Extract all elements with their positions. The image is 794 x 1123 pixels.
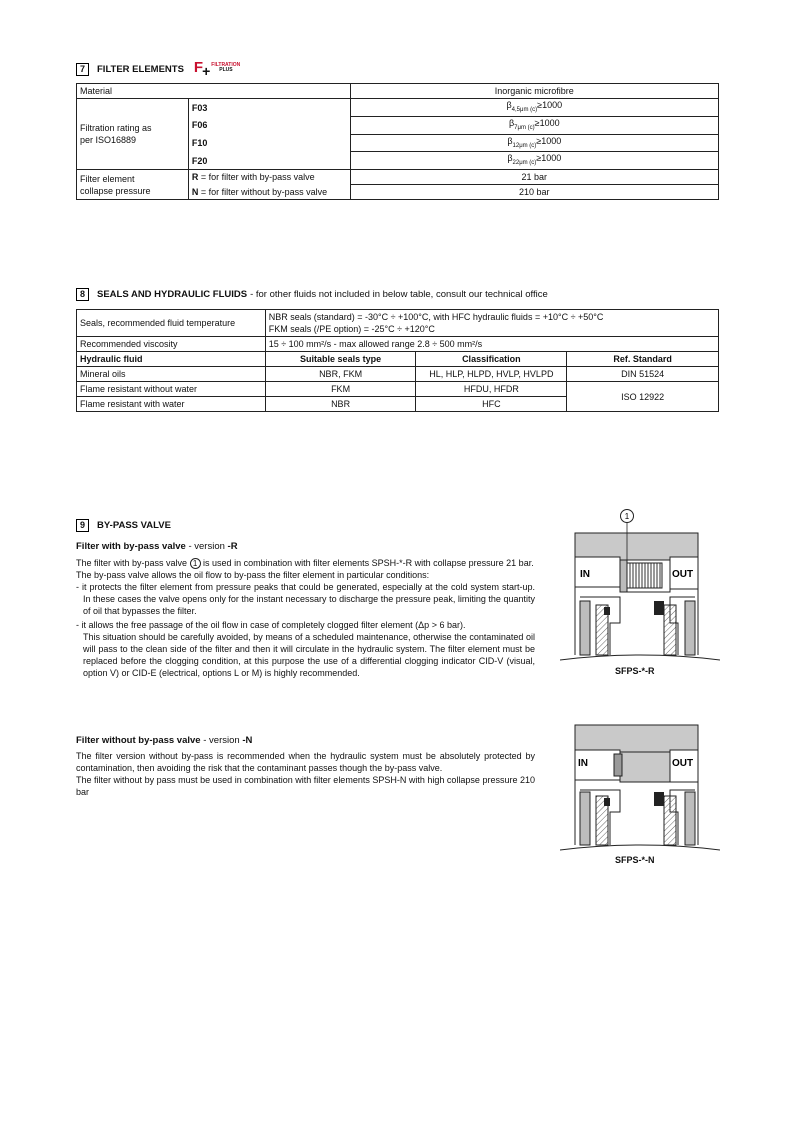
bypass-valve-diagram-r xyxy=(560,505,720,680)
section-number: 8 xyxy=(76,288,89,301)
header-classification: Classification xyxy=(416,352,567,367)
seals-fluids-table xyxy=(76,309,719,412)
classification-cell: HFC xyxy=(416,397,567,412)
section-number: 9 xyxy=(76,519,89,532)
rating-value: $\beta_{7\mu m (c)}\ge 1000$ xyxy=(350,116,718,134)
outlet-label: OUT xyxy=(672,758,694,769)
r-paragraph-2: The by-pass valve allows the oil flow to by-pass the filter element in particular conditions: xyxy=(76,570,430,581)
header-seals: Suitable seals type xyxy=(265,352,416,367)
rating-value: $\beta_{12\mu m (c)}\ge 1000$ xyxy=(350,134,718,152)
filtration-plus-logo: F + FILTRATION PLUS xyxy=(193,58,241,79)
standard-cell: ISO 12922 xyxy=(567,382,719,412)
section-note: - for other fluids not included in below table, consult our technical office xyxy=(250,288,548,300)
r-bullet-1: - it protects the filter element from pressure peaks that could be generated, especially at the cold system start-up. In these cases the valve opens only for the instant necessary to discharge the pressure peak, limiting the quantity of oil that bypasses the filter. xyxy=(76,582,535,617)
r-bullet-2-continued: This situation should be carefully avoided, by means of a scheduled maintenance, otherwise the contaminated oil will pass to the clean side of the filter and then it will circulate in the hydraulic system. The filter element must be replaced before the clogging condition, at this purpose the use of a differential clogging indicator CID-V (visual, option V) or CID-E (electrical, options L or M) is highly recommended. xyxy=(83,632,535,679)
viscosity-label: Recommended viscosity xyxy=(77,337,266,352)
header-fluid: Hydraulic fluid xyxy=(77,352,266,367)
temperature-label: Seals, recommended fluid temperature xyxy=(77,310,266,337)
collapse-pressure-label: Filter element collapse pressure xyxy=(77,170,189,200)
section-number: 7 xyxy=(76,63,89,76)
inlet-label: IN xyxy=(578,758,588,769)
rating-code: F20 xyxy=(188,152,350,170)
version-r-heading: Filter with by-pass valve - version -R xyxy=(76,541,238,552)
n-paragraph-2: The filter without by pass must be used in combination with filter elements SPSH-N with high collapse pressure 210 bar xyxy=(76,775,535,797)
classification-cell: HFDU, HFDR xyxy=(416,382,567,397)
filter-elements-table xyxy=(76,83,719,200)
version-r-text xyxy=(76,557,535,679)
outlet-label: OUT xyxy=(672,569,694,580)
filtration-rating-label: Filtration rating as per ISO16889 xyxy=(77,99,189,170)
fluid-cell: Flame resistant with water xyxy=(77,397,266,412)
seals-cell: NBR, FKM xyxy=(265,367,416,382)
rating-value: $\beta_{22\mu m (c)}\ge 1000$ xyxy=(350,152,718,170)
collapse-value: 210 bar xyxy=(350,185,718,200)
rating-code: F10 xyxy=(188,134,350,152)
collapse-option: N = for filter without by-pass valve xyxy=(188,185,350,200)
header-standard: Ref. Standard xyxy=(567,352,719,367)
section-8-title xyxy=(76,286,548,302)
section-heading: SEALS AND HYDRAULIC FLUIDS xyxy=(97,288,248,300)
inlet-label: IN xyxy=(580,569,590,580)
rating-code: F06 xyxy=(188,116,350,134)
standard-cell: DIN 51524 xyxy=(567,367,719,382)
collapse-value: 21 bar xyxy=(350,170,718,185)
table-row xyxy=(77,367,719,382)
material-value: Inorganic microfibre xyxy=(350,84,718,99)
viscosity-value: 15 ÷ 100 mm²/s - max allowed range 2.8 ÷ 500 mm²/s xyxy=(265,337,718,352)
r-paragraph-1: The filter with by-pass valve 1 is used in combination with filter elements SPSH-*-R with collapse pressure 21 bar. xyxy=(76,558,534,568)
version-n-heading: Filter without by-pass valve - version -N xyxy=(76,735,253,746)
n-paragraph-1: The filter version without by-pass is recommended when the hydraulic system must be absolutely protected by contamination, then avoiding the risk that the contaminant passes though the by-pass valve. xyxy=(76,751,535,773)
section-heading: FILTER ELEMENTS xyxy=(97,63,184,75)
fluid-cell: Flame resistant without water xyxy=(77,382,266,397)
r-bullet-2: - it allows the free passage of the oil flow in case of completely clogged filter element (Δp > 6 bar). xyxy=(76,620,466,631)
classification-cell: HL, HLP, HLPD, HVLP, HVLPD xyxy=(416,367,567,382)
fluid-cell: Mineral oils xyxy=(77,367,266,382)
rating-value: $\beta_{4,5\mu m (c)}\ge 1000$ xyxy=(350,99,718,117)
temperature-value: NBR seals (standard) = -30°C ÷ +100°C, with HFC hydraulic fluids = +10°C ÷ +50°C FKM seals (/PE option) = -25°C ÷ +120°C xyxy=(265,310,718,337)
figure-n-caption: SFPS-*-N xyxy=(615,855,655,865)
figure-r-caption: SFPS-*-R xyxy=(615,666,655,676)
callout-label: 1 xyxy=(624,512,630,521)
version-n-text xyxy=(76,750,535,798)
callout-1-icon: 1 xyxy=(190,558,201,569)
section-heading: BY-PASS VALVE xyxy=(97,519,171,531)
material-label: Material xyxy=(77,84,351,99)
seals-cell: NBR xyxy=(265,397,416,412)
section-7-title xyxy=(76,58,241,79)
bypass-valve-diagram-n xyxy=(560,720,720,855)
collapse-option: R = for filter with by-pass valve xyxy=(188,170,350,185)
rating-code: F03 xyxy=(188,99,350,117)
seals-cell: FKM xyxy=(265,382,416,397)
section-9-title xyxy=(76,517,171,533)
table-row xyxy=(77,382,719,397)
